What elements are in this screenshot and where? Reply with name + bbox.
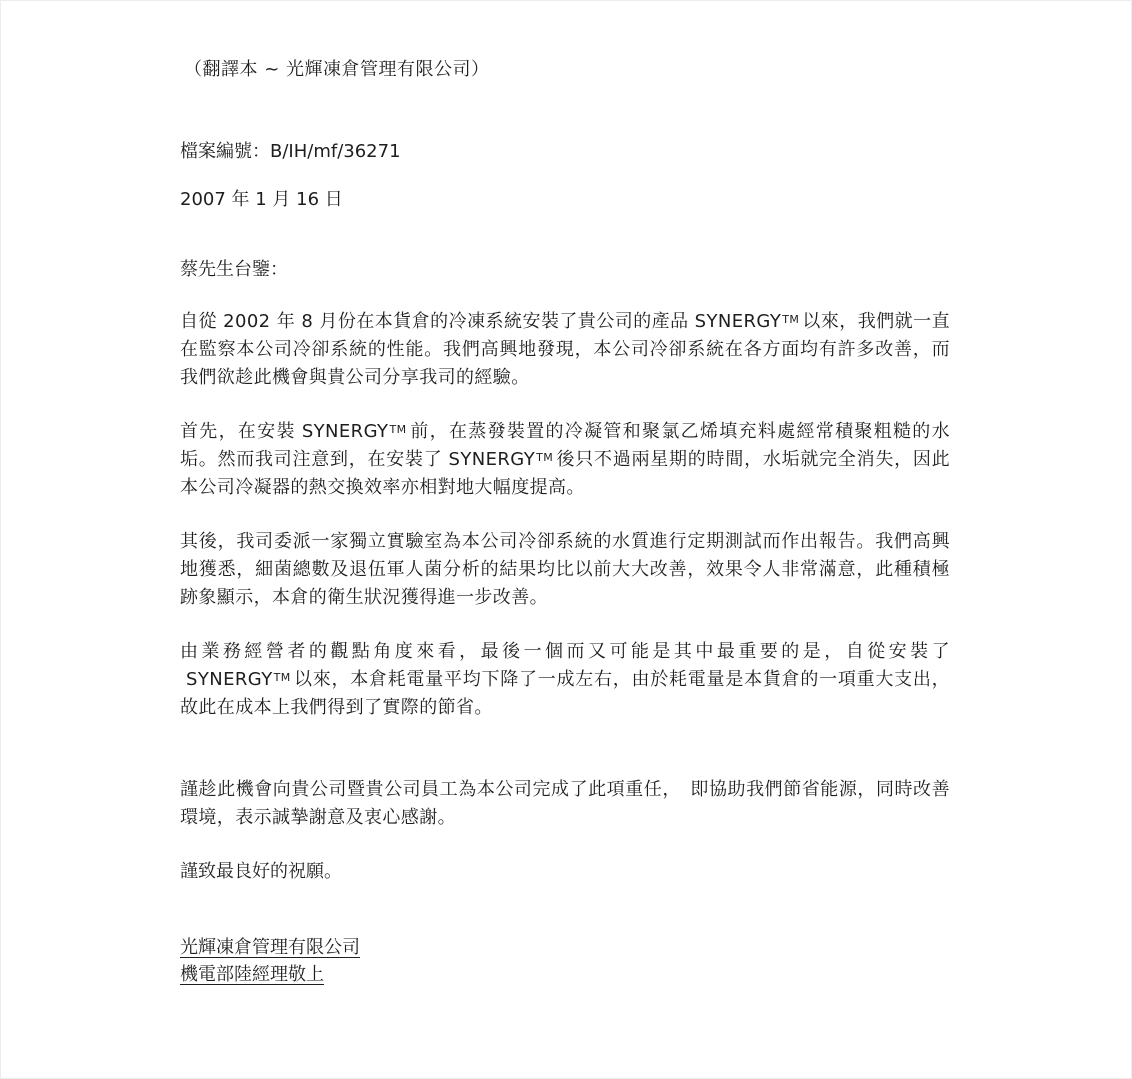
brand-name: SYNERGY (694, 311, 782, 332)
paragraph-installation (180, 308, 950, 392)
paragraph-1-text-end: 以來，我們就一直在監察本公司冷卻系統的性能。我們高興地發現，本公司冷卻系統在各方面均有許多改善，而我們欲趁此機會與貴公司分享我司的經驗。 (180, 311, 950, 388)
paragraph-4-text-end: 以來，本倉耗電量平均下降了一成左右，由於耗電量是本貨倉的一項重大支出，故此在成本上我們得到了實際的節省。 (180, 669, 950, 718)
paragraph-water-quality: 其後，我司委派一家獨立實驗室為本公司冷卻系統的水質進行定期測試而作出報告。我們高興地獲悉，細菌總數及退伍軍人菌分析的結果均比以前大大改善，效果令人非常滿意，此種積極跡象顯示，本倉的衛生狀況獲得進一步改善。 (180, 531, 950, 608)
letter-body (180, 56, 950, 988)
paragraph-thanks: 謹趁此機會向貴公司暨貴公司員工為本公司完成了此項重任， 即協助我們節省能源，同時改善環境，表示誠摯謝意及衷心感謝。 (180, 779, 950, 828)
closing-line: 謹致最良好的祝願。 (180, 861, 342, 882)
signature-title: 機電部陸經理敬上 (180, 964, 324, 985)
trademark-mark: TM (389, 423, 407, 436)
salutation: 蔡先生台鑒： (180, 259, 288, 280)
trademark-mark: TM (782, 313, 800, 326)
translation-note: （翻譯本 ~ 光輝凍倉管理有限公司） (184, 59, 490, 80)
brand-name: SYNERGY (301, 421, 389, 442)
paragraph-2-text-start: 首先，在安裝 (180, 421, 296, 442)
trademark-mark: TM (536, 451, 554, 464)
paragraph-2-text-end: 後只不過兩星期的時間，水垢就完全消失，因此本公司冷凝器的熱交換效率亦相對地大幅度提高。 (180, 449, 950, 498)
paragraph-2-text-middle: 前，在蒸發裝置的冷凝管和聚氯乙烯填充料處經常積聚粗糙的水垢。然而我司注意到，在安裝了 (180, 421, 950, 470)
signature-block (180, 934, 950, 988)
letter-date: 2007 年 1 月 16 日 (180, 189, 343, 210)
paragraph-4-text-start: 由業務經營者的觀點角度來看，最後一個而又可能是其中最重要的是，自從安裝了 (180, 641, 950, 662)
signature-company: 光輝凍倉管理有限公司 (180, 937, 360, 958)
file-number: 檔案編號：B/IH/mf/36271 (180, 141, 401, 162)
paragraph-energy-saving (180, 638, 950, 722)
trademark-mark: TM (273, 671, 291, 684)
brand-name: SYNERGY (186, 669, 273, 690)
paragraph-1-text-start: 自從 2002 年 8 月份在本貨倉的冷凍系統安裝了貴公司的產品 (180, 311, 689, 332)
brand-name: SYNERGY (448, 449, 536, 470)
paragraph-scale-removal (180, 418, 950, 502)
